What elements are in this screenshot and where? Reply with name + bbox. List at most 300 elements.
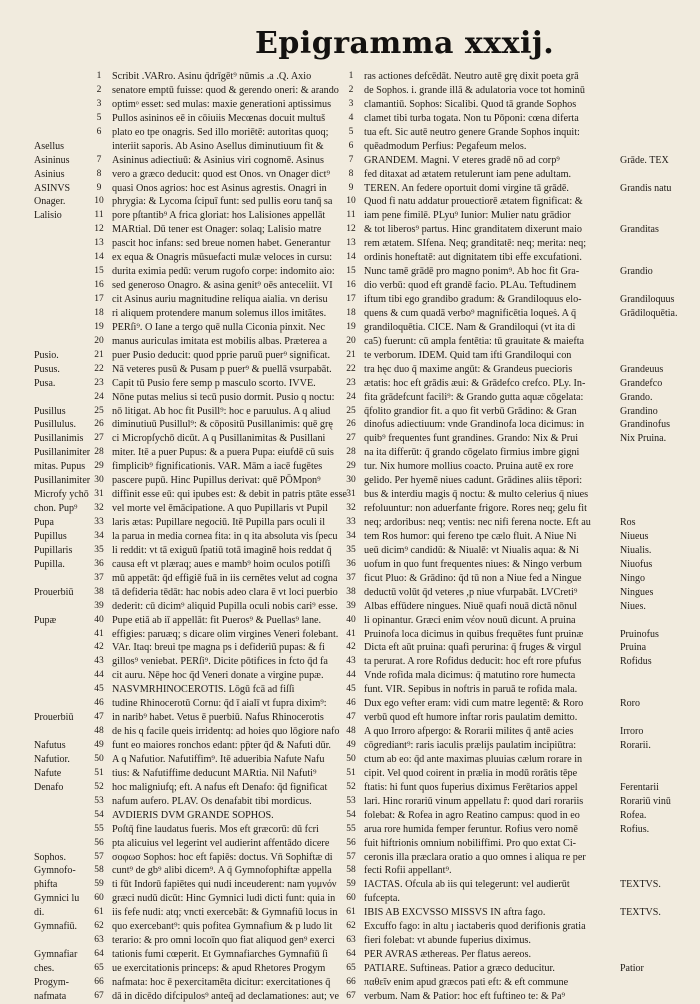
- line-number: 12: [346, 224, 356, 235]
- marginal-gloss: chon. Pup⁹: [34, 503, 78, 515]
- left-text-line: [0, 753, 338, 767]
- left-text-line: [0, 655, 338, 669]
- marginal-gloss: Rorariū vinū: [620, 795, 671, 807]
- left-text-line: [0, 906, 338, 920]
- line-text: cōgrediant⁹: raris iaculis prælijs paulatim incipiūtra:: [364, 740, 577, 751]
- line-number: 44: [346, 670, 356, 681]
- right-text-line: [340, 837, 700, 851]
- line-number: 29: [94, 461, 104, 472]
- line-text: pascere pupū. Hinc Pupillus derivat: quē PŌMpon⁹: [112, 475, 321, 487]
- line-text: cunt⁹ de gb⁹ alibi dicem⁹. A q̄ Gymnofophiftæ appella: [112, 865, 332, 877]
- right-text-line: [340, 851, 700, 865]
- right-text-line: [340, 990, 700, 1004]
- left-text-line: [0, 377, 338, 391]
- line-text: tua eft. Sic autē neutro genere Grande Sophos inquit:: [364, 126, 580, 138]
- line-text: diffinit esse eū: qui ipubes est: & debit in patris ptāte esse: [112, 489, 347, 501]
- line-number: 40: [94, 614, 104, 625]
- line-number: 22: [94, 363, 104, 374]
- marginal-gloss: mitas. Pupus: [34, 461, 86, 473]
- line-text: mū appetāt: q̄d effigiē fuā in iis cernētes velut ad cogna: [112, 572, 338, 584]
- right-text-line: [340, 948, 700, 962]
- right-text-line: [340, 98, 700, 112]
- line-text: Asininus adiectiuū: & Asinius viri cognomē. Asinus: [112, 154, 324, 166]
- line-number: 42: [346, 642, 356, 653]
- marginal-gloss: Gymnafiū.: [34, 921, 78, 933]
- line-number: 59: [346, 879, 356, 890]
- left-text-line: [0, 809, 338, 823]
- marginal-gloss: Pupillaris: [34, 544, 73, 556]
- line-text: tationis fumi cœperit. Et Gymnafiarches Gymnafiū ſi: [112, 949, 328, 961]
- left-text-line: [0, 446, 338, 460]
- left-text-line: [0, 544, 338, 558]
- line-number: 36: [94, 558, 104, 569]
- left-text-line: [0, 586, 338, 600]
- marginal-gloss: Pusillanimis: [34, 433, 84, 445]
- line-text: tra hęc duo q̄ maxime angūt: & Grandeus puecioris: [364, 363, 573, 375]
- marginal-gloss: Pupa: [34, 517, 54, 528]
- right-text-line: [340, 781, 700, 795]
- line-text: puer Pusio deducit: quod pprie paruū puer⁹ significat.: [112, 349, 331, 361]
- line-number: 46: [94, 698, 104, 709]
- marginal-gloss: Prouerbiū: [34, 586, 74, 598]
- right-text-line: [340, 628, 700, 642]
- line-text: terario: & pro omni locoīn quo fiat aliquod gen⁹ exerci: [112, 935, 335, 947]
- left-text-line: [0, 795, 338, 809]
- line-text: optimᵒ esset: sed mulas: maxie generationi aptissimus: [112, 98, 332, 110]
- line-text: pore pſtantib⁹ A frica gloriat: hos Lalisiones appellāt: [112, 210, 326, 222]
- marginal-gloss: Ningues: [620, 586, 654, 598]
- line-text: fita grādefcunt facili⁹: & Grando gutta aquæ cōgelata:: [364, 391, 584, 403]
- right-text-line: [340, 614, 700, 628]
- left-text-line: [0, 739, 338, 753]
- line-text: Vnde rofida mala dicimus: q̄ matutino rore humecta: [364, 670, 576, 682]
- right-text-line: [340, 516, 700, 530]
- line-number: 4: [348, 112, 354, 123]
- marginal-gloss: Niueus: [620, 530, 649, 542]
- line-number: 14: [94, 252, 104, 263]
- line-text: quo exercebant⁹: quis pofitea Gymnafium & p ludo lit: [112, 921, 333, 933]
- line-text: fieri folebat: vt abunde fuperius diximus.: [364, 935, 531, 947]
- line-text: arua rore humida femper feruntur. Rofius vero nomē: [364, 823, 578, 835]
- left-text-line: [0, 502, 338, 516]
- line-number: 6: [348, 140, 354, 151]
- line-text: nō litigat. Ab hoc fit Pusill⁹: hoc e paruulus. A q aliud: [112, 405, 331, 417]
- line-number: 48: [94, 726, 104, 737]
- line-number: 29: [346, 461, 356, 472]
- marginal-gloss: Rofea.: [620, 809, 647, 821]
- line-number: 39: [346, 600, 356, 611]
- line-number: 7: [348, 154, 354, 165]
- left-text-line: [0, 948, 338, 962]
- marginal-gloss: Lalisio: [34, 210, 62, 222]
- marginal-gloss: Gymnici lu: [34, 893, 80, 905]
- right-text-line: [340, 795, 700, 809]
- right-text-line: [340, 683, 700, 697]
- line-number: 3: [348, 98, 354, 109]
- line-number: 51: [94, 767, 104, 778]
- line-number: 55: [346, 823, 356, 834]
- marginal-gloss: Pusa.: [34, 377, 56, 389]
- line-number: 34: [346, 530, 356, 541]
- left-text-line: [0, 976, 338, 990]
- line-text: verbum. Nam & Patior: hoc eft fuftineo te: & Pa⁹: [364, 990, 566, 1002]
- line-text: tā defideria tēdāt: hac nobis adeo clara ē vt loci puerbio: [112, 586, 338, 598]
- line-number: 10: [94, 196, 104, 207]
- marginal-gloss: Pusio.: [34, 349, 59, 361]
- line-number: 54: [346, 809, 356, 820]
- line-number: 9: [96, 182, 102, 193]
- line-number: 2: [96, 84, 102, 95]
- line-number: 45: [346, 684, 356, 695]
- left-text-line: [0, 628, 338, 642]
- line-text: de Sophos. i. grande illā & adulatoria voce tot hominū: [364, 84, 585, 96]
- left-text-line: [0, 84, 338, 98]
- right-text-line: [340, 544, 700, 558]
- left-text-line: [0, 669, 338, 683]
- line-text: hoc maligniufq; eft. A nafus eft Denafo: q̄d fignificat: [112, 781, 328, 793]
- line-text: cit auru. Nēpe hoc q̄d Veneri donate a virgine pupæ.: [112, 670, 324, 682]
- marginal-gloss: Ningo: [620, 572, 645, 584]
- line-text: lari. Hinc rorariū vinum appellatu ȓ: quod dari rorariis: [364, 795, 584, 807]
- line-text: Pruinofa loca dicimus in quibus frequētes funt pruinæ: [364, 628, 584, 640]
- right-text-line: [340, 488, 700, 502]
- left-text-line: [0, 600, 338, 614]
- line-text: de his q facile queis irridentq: ad hoies quo lōgiore nafo: [112, 726, 340, 738]
- line-text: Albas effūdere ningues. Niuē quafi nouā dictā nōnul: [364, 600, 578, 612]
- line-number: 24: [94, 391, 104, 402]
- left-text-line: [0, 307, 338, 321]
- line-number: 50: [94, 753, 104, 764]
- right-text-line: [340, 809, 700, 823]
- line-number: 61: [346, 907, 356, 918]
- line-text: ci Micropſychō dicūt. A q Pusillanimitas & Pusillani: [112, 433, 326, 445]
- line-number: 63: [346, 935, 356, 946]
- line-number: 30: [346, 475, 356, 486]
- marginal-gloss: Pusillulus.: [34, 419, 76, 431]
- line-number: 18: [346, 307, 356, 318]
- line-number: 30: [94, 475, 104, 486]
- line-number: 57: [346, 851, 356, 862]
- line-text: li opinantur. Græci enim νέον nouū dicunt. A pruina: [364, 614, 576, 626]
- line-number: 40: [346, 614, 356, 625]
- line-text: clamet tibi turba togata. Non tu Pōponi: cœna diferta: [364, 112, 579, 124]
- line-number: 34: [94, 530, 104, 541]
- line-text: Scribit .VARro. Asinu q̄drīgēt⁹ nūmis .a .Q. Axio: [112, 71, 312, 82]
- line-number: 10: [346, 196, 356, 207]
- line-number: 53: [94, 795, 104, 806]
- marginal-gloss: Microfy ychō: [34, 489, 89, 501]
- line-number: 5: [348, 126, 354, 137]
- line-text: fecti Rofii appellant⁹.: [364, 865, 452, 877]
- right-text-line: [340, 669, 700, 683]
- line-text: neq; ardoribus: neq; ventis: nec nifi ferena nocte. Eft au: [364, 517, 591, 528]
- left-text-line: [0, 251, 338, 265]
- marginal-gloss: Onager.: [34, 196, 66, 208]
- line-text: AVDIERIS DVM GRANDE SOPHOS.: [112, 809, 274, 821]
- right-text-line: [340, 962, 700, 976]
- left-text-line: [0, 823, 338, 837]
- left-text-line: [0, 878, 338, 892]
- line-number: 26: [346, 419, 356, 430]
- line-text: iam pene fimilē. PLyu⁹ Iunior: Mulier natu grādior: [364, 210, 571, 222]
- left-text-line: [0, 154, 338, 168]
- line-number: 41: [94, 628, 104, 639]
- line-number: 59: [94, 879, 104, 890]
- line-number: 21: [94, 349, 104, 360]
- line-number: 67: [94, 990, 104, 1001]
- line-text: Quod fi natu addatur prouectiorē ætatem fignificat: &: [364, 196, 583, 208]
- line-number: 37: [94, 572, 104, 583]
- line-number: 32: [346, 503, 356, 514]
- line-number: 62: [346, 921, 356, 932]
- left-text-line: [0, 349, 338, 363]
- line-number: 58: [94, 865, 104, 876]
- line-number: 23: [346, 377, 356, 388]
- left-text-line: [0, 112, 338, 126]
- line-text: ta perurat. A rore Rofidus deducit: hoc eft rore pfufus: [364, 656, 582, 668]
- right-text-line: [340, 558, 700, 572]
- left-text-line: [0, 683, 338, 697]
- right-text-line: [340, 126, 700, 140]
- right-text-line: [340, 934, 700, 948]
- marginal-gloss: Pupæ: [34, 614, 57, 626]
- marginal-gloss: Pusillus: [34, 405, 66, 417]
- line-text: deductū volūt q̄d veteres ,p niue vfurpabāt. LVCreti⁹: [364, 586, 578, 598]
- marginal-gloss: ASINVS: [34, 182, 71, 194]
- marginal-gloss: Grādiloquētia.: [620, 307, 678, 319]
- line-number: 64: [346, 949, 356, 960]
- line-number: 23: [94, 377, 104, 388]
- marginal-gloss: Niues.: [620, 600, 646, 612]
- right-text-line: [340, 70, 700, 84]
- right-text-line: [340, 195, 700, 209]
- line-number: 20: [94, 335, 104, 346]
- line-number: 25: [346, 405, 356, 416]
- line-text: quasi Onos agrios: hoc est Asinus agrestis. Onagri in: [112, 182, 327, 194]
- line-text: NASVMRHINOCEROTIS. Lōgū fcā ad fiſſi: [112, 684, 295, 696]
- left-text-line: [0, 182, 338, 196]
- line-text: funt. VIR. Sepibus in noftris in paruā te rofida mala.: [364, 684, 578, 696]
- line-number: 48: [346, 726, 356, 737]
- marginal-gloss: Granditas: [620, 224, 659, 236]
- left-text-line: [0, 391, 338, 405]
- line-text: na ita differūt: q̄ grando cōgelato firmius imbre gigni: [364, 447, 580, 459]
- left-text-line: [0, 934, 338, 948]
- line-number: 27: [94, 433, 104, 444]
- line-text: senatore emptū fuisse: quod & gerendo oneri: & arando: [112, 84, 339, 96]
- line-number: 32: [94, 503, 104, 514]
- line-number: 46: [346, 698, 356, 709]
- marginal-gloss: Grandiloquus: [620, 294, 675, 305]
- marginal-gloss: TEXTVS.: [620, 879, 661, 891]
- right-text-line: [340, 168, 700, 182]
- line-number: 1: [348, 71, 354, 81]
- line-number: 8: [96, 168, 102, 179]
- marginal-gloss: Nafute: [34, 767, 62, 779]
- marginal-gloss: Nafutior.: [34, 753, 70, 765]
- line-text: folebat: & Rofea in agro Reatino campus: quod in eo: [364, 809, 580, 821]
- line-number: 7: [96, 154, 102, 165]
- right-text-line: [340, 140, 700, 154]
- line-text: A q Nafutior. Nafutiffim⁹. Itē adueribia Nafute Nafu: [112, 753, 325, 765]
- line-text: li reddit: vt tā exiguū ſpatiū totā imaginē hois reddat q̄: [112, 544, 332, 556]
- line-text: græci nudū dicūt: Hinc Gymnici ludi dicti funt: quia in: [112, 893, 336, 905]
- marginal-gloss: Grāde. TEX: [620, 154, 669, 166]
- marginal-gloss: Pusillanimiter: [34, 447, 91, 459]
- line-text: quēadmodum Perfius: Pegafeum melos.: [364, 140, 527, 152]
- line-text: Pullos asininos eē in cōiuiis Mecœnas docuit multuš: [112, 112, 326, 124]
- line-text: IACTAS. Ofcula ab iis qui telegerunt: vel audierūt: [364, 879, 570, 891]
- line-text: sed generoso Onagro. & asina genit⁹ oēs anteceliit. VI: [112, 280, 333, 292]
- line-text: Nā veteres pusū & Pusam p puer⁹ & puellā vsurpabāt.: [112, 363, 332, 375]
- marginal-gloss: Rorarii.: [620, 740, 651, 751]
- marginal-gloss: Grandeuus: [620, 363, 664, 375]
- line-number: 44: [94, 670, 104, 681]
- left-text-line: [0, 781, 338, 795]
- line-number: 24: [346, 391, 356, 402]
- line-number: 5: [96, 112, 102, 123]
- line-number: 3: [96, 98, 102, 109]
- right-text-line: [340, 502, 700, 516]
- marginal-gloss: Pupilla.: [34, 558, 65, 570]
- right-text-line: [340, 767, 700, 781]
- left-text-line: [0, 711, 338, 725]
- left-text-line: [0, 98, 338, 112]
- line-text: ri aliquem protendere manum solemus illos imitātes.: [112, 307, 327, 319]
- line-number: 19: [94, 321, 104, 332]
- line-text: dinofus adiectiuum: vnde Grandinofa loca dicimus: in: [364, 419, 585, 431]
- marginal-gloss: ches.: [34, 963, 55, 974]
- marginal-gloss: Pruina: [620, 642, 647, 654]
- line-number: 56: [94, 837, 104, 848]
- line-number: 38: [346, 586, 356, 597]
- line-number: 66: [94, 976, 104, 987]
- marginal-gloss: di.: [34, 907, 45, 919]
- line-text: refoluuntur: non aduerfante frigore. Rores neq; gelu fit: [364, 503, 587, 515]
- line-number: 37: [346, 572, 356, 583]
- marginal-gloss: Pusillanimiter: [34, 475, 91, 487]
- left-text-line: [0, 237, 338, 251]
- right-text-line: [340, 349, 700, 363]
- line-text: te verborum. IDEM. Quid tam ifti Grandiloqui con: [364, 349, 572, 361]
- left-text-line: [0, 516, 338, 530]
- line-number: 18: [94, 307, 104, 318]
- line-text: σοφωσ Sophos: hoc eft fapiēs: doctus. Vn̄ Sophiftæ di: [112, 851, 333, 863]
- line-text: miter. Itē a puer Pupus: & a puera Pupa: eiufdē cū suis: [112, 447, 334, 459]
- line-text: ca5) fuerunt: cū ampla fentētia: tū grauitate & maiefta: [364, 335, 585, 347]
- right-text-line: [340, 223, 700, 237]
- marginal-gloss: Pupillus: [34, 530, 67, 542]
- line-number: 65: [346, 963, 356, 973]
- line-text: ficut Pluo: & Grādino: q̄d tū non a Niue fed a Ningue: [364, 572, 582, 584]
- line-text: dederit: cū dicim⁹ aliquid Pupilla oculi nobis cari⁹ esse.: [112, 600, 338, 612]
- line-number: 16: [94, 280, 104, 291]
- marginal-gloss: Grandino: [620, 405, 658, 417]
- marginal-gloss: Ros: [620, 517, 636, 528]
- marginal-gloss: Grandefco: [620, 377, 663, 389]
- left-text-line: [0, 614, 338, 628]
- left-text-line: [0, 837, 338, 851]
- line-text: fimplicib⁹ fignificationis. VAR. Mām a iacē fugētes: [112, 461, 323, 473]
- right-text-line: [340, 335, 700, 349]
- line-number: 27: [346, 433, 356, 444]
- right-column: [340, 70, 700, 1004]
- left-text-line: [0, 474, 338, 488]
- line-number: 60: [94, 893, 104, 904]
- left-text-line: [0, 168, 338, 182]
- marginal-gloss: Patior: [620, 963, 644, 974]
- left-text-line: [0, 265, 338, 279]
- right-text-line: [340, 725, 700, 739]
- line-number: 9: [348, 182, 354, 193]
- line-number: 45: [94, 684, 104, 695]
- line-text: rem ætatem. SIfena. Neq; granditatē: neq; merita: neq;: [364, 238, 587, 250]
- right-text-line: [340, 154, 700, 168]
- line-number: 55: [94, 823, 104, 834]
- line-text: tem Ros humor: qui fereno tpe cælo fluit. A Niue Ni: [364, 530, 577, 542]
- line-number: 17: [346, 294, 356, 304]
- line-text: cit Asinus auriu magnitudine reliqua aialia. vn derisu: [112, 294, 328, 305]
- left-text-line: [0, 767, 338, 781]
- right-text-line: [340, 976, 700, 990]
- line-text: Excuffo fago: in altu ȷ iactaberis quod derifionis gratia: [364, 921, 586, 933]
- line-text: ex equa & Onagris mūsuefacti mulæ veloces in cursu:: [112, 252, 333, 264]
- right-text-line: [340, 586, 700, 600]
- line-text: quens & cum quadā verbo⁹ magnificētia loqueṡ. A q̄: [364, 307, 577, 319]
- line-number: 49: [346, 740, 356, 750]
- line-text: clamantiū. Sophos: Sicalibi. Quod tā grande Sophos: [364, 98, 577, 110]
- marginal-gloss: Grando.: [620, 391, 653, 403]
- left-text-line: [0, 293, 338, 307]
- right-text-line: [340, 446, 700, 460]
- line-text: in narib⁹ habet. Vetus ē puerbiū. Nafus Rhinocerotis: [112, 712, 324, 724]
- marginal-gloss: phifta: [34, 879, 58, 891]
- left-text-line: [0, 126, 338, 140]
- line-text: GRANDEM. Magni. V eteres gradē nō ad corp⁹: [364, 154, 560, 166]
- line-number: 12: [94, 224, 104, 235]
- line-number: 22: [346, 363, 356, 374]
- line-text: παθεῖν enim apud græcos pati eft: & eft commune: [364, 976, 569, 988]
- line-text: tur. Nix humore mollius coacto. Pruina autē ex rore: [364, 461, 574, 473]
- line-text: TEREN. An federe oportuit domi virgine tā grādē.: [364, 182, 569, 194]
- line-text: gelido. Per hyemē niues cadunt. Grādines aliis tēpori:: [364, 475, 583, 487]
- marginal-gloss: Nix Pruina.: [620, 433, 667, 445]
- right-text-line: [340, 307, 700, 321]
- line-number: 53: [346, 795, 356, 806]
- line-number: 58: [346, 865, 356, 876]
- line-number: 15: [94, 266, 104, 277]
- right-text-line: [340, 391, 700, 405]
- line-number: 33: [94, 517, 104, 527]
- line-text: bus & interdiu magis q̄ noctu: & multo celerius q̄ niues: [364, 489, 589, 501]
- line-number: 67: [346, 990, 356, 1001]
- line-text: q̄folito grandior fit. a quo fit verbū Grādino: & Gran: [364, 405, 577, 417]
- marginal-gloss: Grandio: [620, 266, 653, 278]
- line-text: IBIS AB EXCVSSO MISSVS IN aftra fago.: [364, 907, 546, 919]
- right-text-line: [340, 906, 700, 920]
- marginal-gloss: Asinius: [34, 168, 65, 180]
- line-number: 2: [348, 84, 354, 95]
- line-number: 60: [346, 893, 356, 904]
- line-text: PER AVRAS æthereas. Per flatus aereos.: [364, 949, 532, 961]
- line-text: nafum aufero. PLAV. Os denafabit tibi mordicus.: [112, 795, 312, 807]
- left-text-line: [0, 460, 338, 474]
- line-number: 52: [346, 781, 356, 792]
- line-text: Pupe etiā ab iī appellāt: fit Pueros⁹ & Puellas⁹ lane.: [112, 614, 322, 626]
- line-number: 13: [346, 238, 356, 249]
- line-text: fufcepta.: [364, 893, 400, 905]
- line-text: manus auriculas imitata est mobilis albas. Præterea a: [112, 335, 328, 347]
